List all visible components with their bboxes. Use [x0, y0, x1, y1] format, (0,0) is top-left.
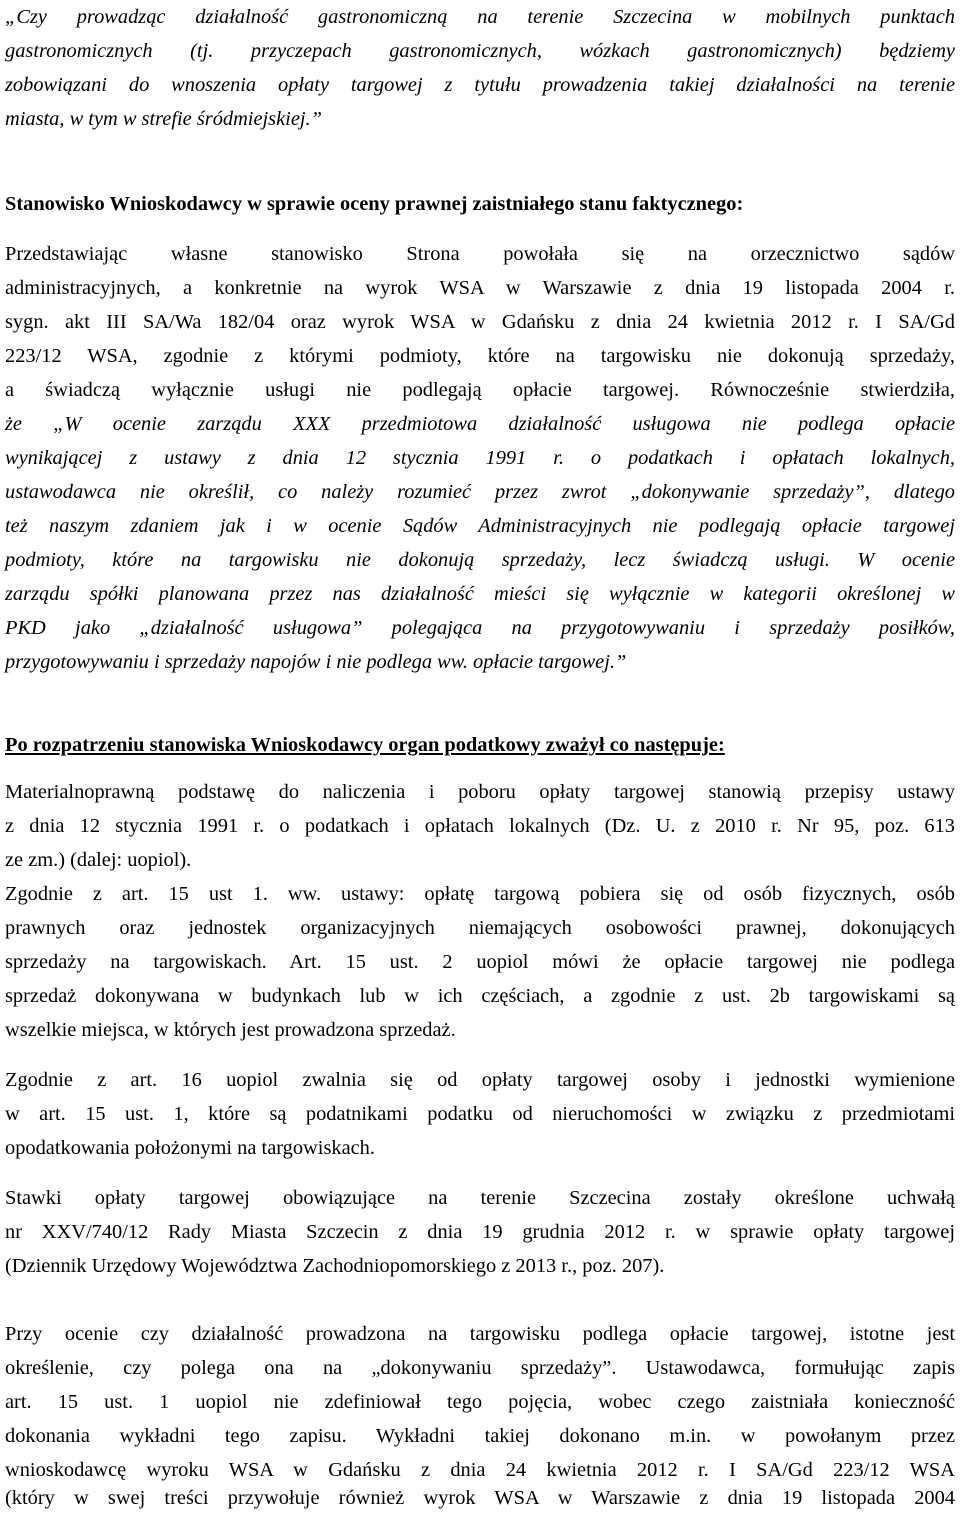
paragraph-line: art. 15 ust. 1 uopiol nie zdefiniował tego pojęcia, wobec czego zaistniała konieczność [5, 1391, 955, 1413]
paragraph-line: sprzedaż dokonywana w budynkach lub w ich częściach, a zgodnie z ust. 2b targowiskami są [5, 985, 955, 1007]
paragraph-line: Materialnoprawną podstawę do naliczenia i poboru opłaty targowej stanowią przepisy ustawy [5, 781, 955, 803]
paragraph-line: nr XXV/740/12 Rady Miasta Szczecin z dnia 19 grudnia 2012 r. w sprawie opłaty targowej [5, 1221, 955, 1243]
section-heading-applicant-position: Stanowisko Wnioskodawcy w sprawie oceny prawnej zaistniałego stanu faktycznego: [5, 193, 744, 215]
quoted-line: podmioty, które na targowisku nie dokonują sprzedaży, lecz świadczą usługi. W ocenie [5, 549, 955, 571]
paragraph-line: Zgodnie z art. 15 ust 1. ww. ustawy: opłatę targową pobiera się od osób fizycznych, osób [5, 883, 955, 905]
paragraph-line: dokonania wykładni tego zapisu. Wykładni takiej dokonano m.in. w powołanym przez [5, 1425, 955, 1447]
section-heading-authority-assessment: Po rozpatrzeniu stanowiska Wnioskodawcy organ podatkowy zważył co następuje: [5, 734, 725, 756]
paragraph-line: opodatkowania położonymi na targowiskach. [5, 1137, 375, 1159]
paragraph-line: (Dziennik Urzędowy Województwa Zachodniopomorskiego z 2013 r., poz. 207). [5, 1255, 665, 1277]
quoted-line: wynikającej z ustawy z dnia 12 stycznia 1991 r. o podatkach i opłatach lokalnych, [5, 447, 955, 469]
quoted-line: zarządu spółki planowana przez nas działalność mieści się wyłącznie w kategorii określonej w [5, 583, 955, 605]
paragraph-line: prawnych oraz jednostek organizacyjnych niemających osobowości prawnej, dokonujących [5, 917, 955, 939]
intro-quote-line: „Czy prowadząc działalność gastronomiczną na terenie Szczecina w mobilnych punktach [5, 6, 955, 28]
paragraph-line: sygn. akt III SA/Wa 182/04 oraz wyrok WSA w Gdańsku z dnia 24 kwietnia 2012 r. I SA/Gd [5, 311, 955, 333]
intro-quote-line: zobowiązani do wnoszenia opłaty targowej z tytułu prowadzenia takiej działalności na terenie [5, 74, 955, 96]
paragraph-line: Stawki opłaty targowej obowiązujące na terenie Szczecina zostały określone uchwałą [5, 1187, 955, 1209]
intro-quote-line: gastronomicznych (tj. przyczepach gastronomicznych, wózkach gastronomicznych) będziemy [5, 40, 955, 62]
paragraph-line: Zgodnie z art. 16 uopiol zwalnia się od opłaty targowej osoby i jednostki wymienione [5, 1069, 955, 1091]
intro-quote-line: miasta, w tym w strefie śródmiejskiej.” [5, 108, 322, 130]
paragraph-line: a świadczą wyłącznie usługi nie podlegają opłacie targowej. Równocześnie stwierdziła, [5, 379, 955, 401]
paragraph-line: ze zm.) (dalej: uopiol). [5, 849, 192, 871]
paragraph-line: Przedstawiając własne stanowisko Strona powołała się na orzecznictwo sądów [5, 243, 955, 265]
quoted-line: PKD jako „działalność usługowa” polegająca na przygotowywaniu i sprzedaży posiłków, [5, 617, 955, 639]
paragraph-line: administracyjnych, a konkretnie na wyrok WSA w Warszawie z dnia 19 listopada 2004 r. [5, 277, 955, 299]
paragraph-line: (który w swej treści przywołuje również wyrok WSA w Warszawie z dnia 19 listopada 2004 [5, 1487, 955, 1509]
paragraph-line: wszelkie miejsca, w których jest prowadzona sprzedaż. [5, 1019, 456, 1041]
paragraph-line: w art. 15 ust. 1, które są podatnikami podatku od nieruchomości w związku z przedmiotami [5, 1103, 955, 1125]
paragraph-line: wnioskodawcę wyroku WSA w Gdańsku z dnia 24 kwietnia 2012 r. I SA/Gd 223/12 WSA [5, 1459, 955, 1481]
paragraph-line: z dnia 12 stycznia 1991 r. o podatkach i opłatach lokalnych (Dz. U. z 2010 r. Nr 95, poz. 613 [5, 815, 955, 837]
paragraph-line: Przy ocenie czy działalność prowadzona na targowisku podlega opłacie targowej, istotne jest [5, 1323, 955, 1345]
quoted-line: też naszym zdaniem jak i w ocenie Sądów Administracyjnych nie podlegają opłacie targowej [5, 515, 955, 537]
quoted-line: że „W ocenie zarządu XXX przedmiotowa działalność usługowa nie podlega opłacie [5, 413, 955, 435]
paragraph-line: określenie, czy polega ona na „dokonywaniu sprzedaży”. Ustawodawca, formułując zapis [5, 1357, 955, 1379]
paragraph-line: sprzedaży na targowiskach. Art. 15 ust. 2 uopiol mówi że opłacie targowej nie podlega [5, 951, 955, 973]
quoted-line: przygotowywaniu i sprzedaży napojów i nie podlega ww. opłacie targowej.” [5, 651, 627, 673]
quoted-line: ustawodawca nie określił, co należy rozumieć przez zwrot „dokonywanie sprzedaży”, dlatego [5, 481, 955, 503]
paragraph-line: 223/12 WSA, zgodnie z którymi podmioty, które na targowisku nie dokonują sprzedaży, [5, 345, 955, 367]
